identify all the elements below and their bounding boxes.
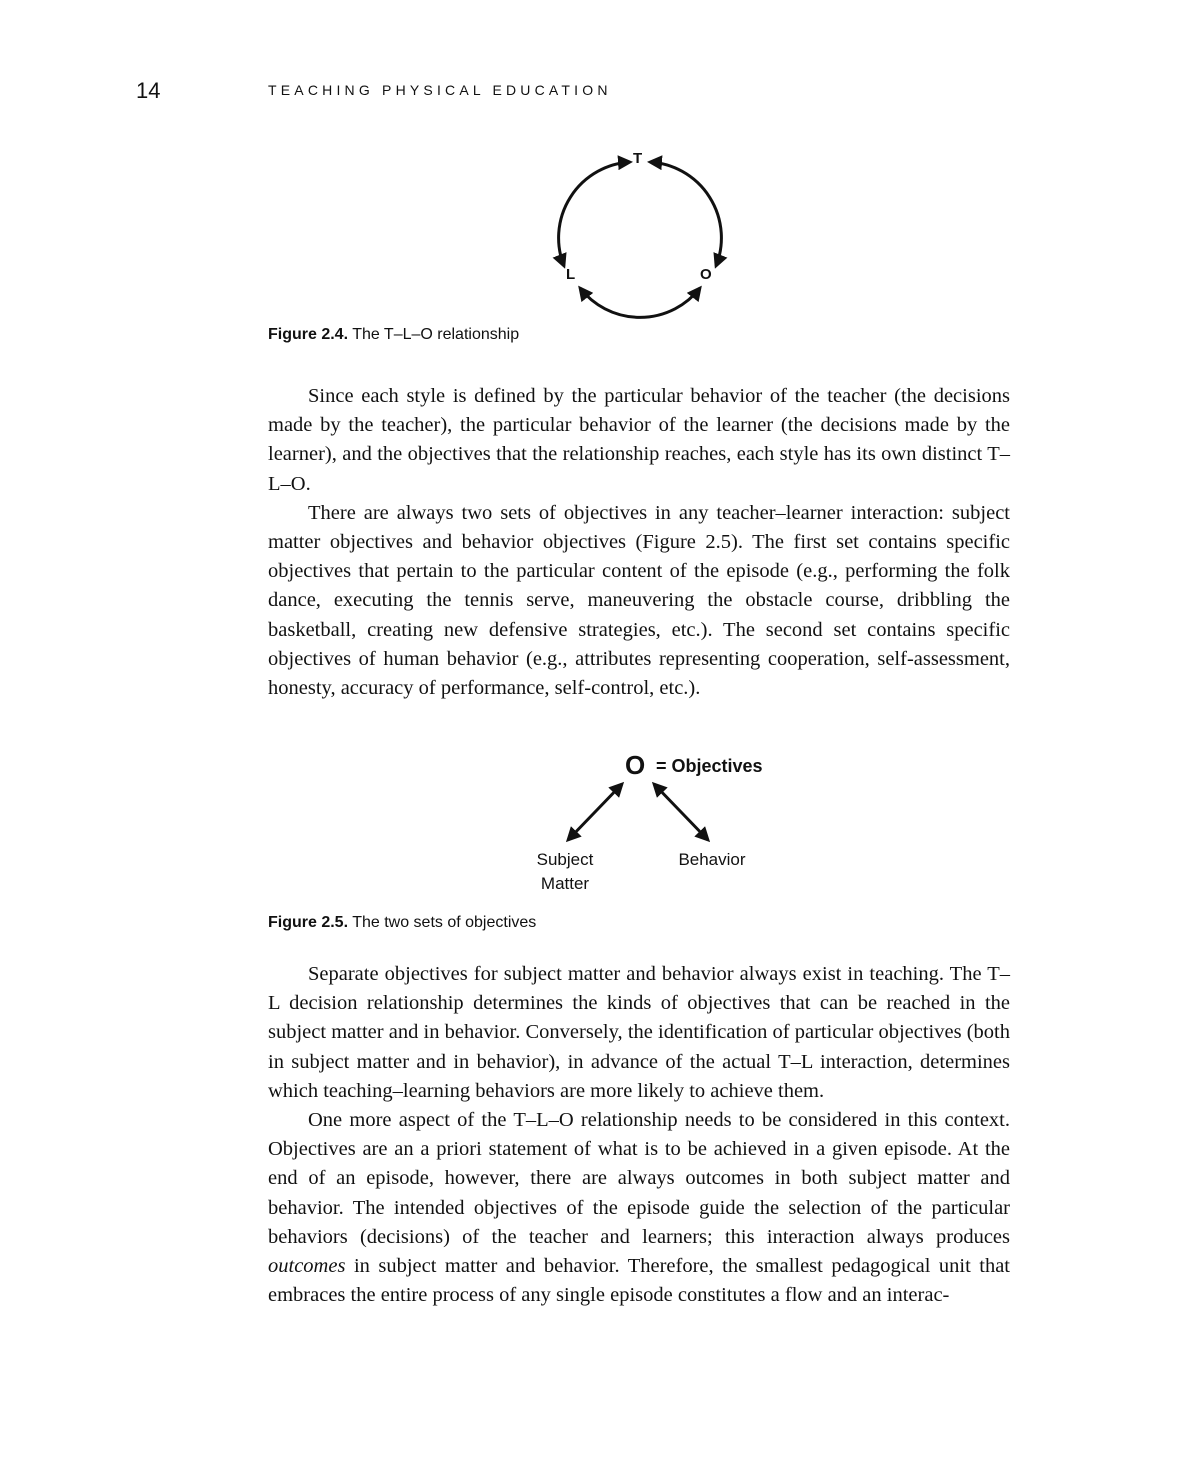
label-subject-matter bbox=[520, 848, 610, 896]
node-t: T bbox=[633, 150, 643, 167]
figure-objectives-diagram bbox=[520, 748, 800, 898]
running-head: TEACHING PHYSICAL EDUCATION bbox=[268, 82, 612, 98]
label-subject-matter-line2: Matter bbox=[540, 874, 590, 893]
label-subject-matter-line1: Subject bbox=[536, 850, 594, 869]
paragraph bbox=[268, 1106, 1010, 1310]
paragraph-text: in subject matter and behavior. Therefore, the smallest pedagogical unit that embraces the entire process of any single episode constitutes a flow and an interac- bbox=[268, 1255, 1011, 1307]
objectives-o-letter: O bbox=[625, 750, 646, 780]
arc-t-l bbox=[559, 162, 630, 266]
arc-t-o bbox=[650, 162, 721, 266]
figure-2-5-caption bbox=[268, 914, 536, 932]
paragraph: Since each style is defined by the particular behavior of the teacher (the decisions made by the teacher), the particular behavior of the learner (the decisions made by the learner), and the objectives that the relationship reaches, each style has its own distinct T–L–O. bbox=[268, 385, 1010, 495]
label-behavior: Behavior bbox=[678, 850, 746, 869]
paragraph-text: One more aspect of the T–L–O relationship needs to be considered in this context. Objectives are an a priori statement of what is to be achieved in a given episode. At the end of an episode, however, there are always outcomes in both subject matter and behavior. The intended objectives of the episode guide the selection of the particular behaviors (decisions) of the teacher and learners; this interaction always produces bbox=[268, 1109, 1010, 1248]
figure-2-4-caption-label: Figure 2.4. bbox=[268, 326, 349, 343]
emphasis-outcomes: outcomes bbox=[268, 1255, 346, 1278]
figure-2-5-caption-label: Figure 2.5. bbox=[268, 914, 349, 931]
arc-l-o bbox=[580, 288, 700, 317]
arrow-behavior bbox=[654, 784, 708, 840]
arrow-subject-matter bbox=[568, 784, 622, 840]
figure-2-4-caption-text: The T–L–O relationship bbox=[352, 326, 520, 343]
body-text-2 bbox=[268, 960, 1010, 1310]
figure-2-5-caption-text: The two sets of objectives bbox=[352, 914, 537, 931]
paragraph: Separate objectives for subject matter and behavior always exist in teaching. The T–L decision relationship determines the kinds of objectives that can be reached in the subject matter and in behavior. Conversely, the identification of particular objectives (both in subject matter and in behavior), in advance of the actual T–L interaction, determines which teaching–learning behaviors are more likely to achieve them. bbox=[268, 963, 1010, 1102]
node-l: L bbox=[566, 266, 576, 283]
body-text-1 bbox=[268, 382, 1010, 703]
paragraph: There are always two sets of objectives in any teacher–learner interaction: subject matter objectives and behavior objectives (Figure 2.5). The first set contains specific objectives that pertain to the particular content of the episode (e.g., performing the folk dance, executing the tennis serve, maneuvering the obstacle course, dribbling the basketball, creating new defensive strategies, etc.). The second set contains specific objectives of human behavior (e.g., attributes representing cooperation, self-assessment, honesty, accuracy of performance, self-control, etc.). bbox=[268, 501, 1010, 700]
objectives-equals-label: = Objectives bbox=[656, 756, 763, 776]
figure-tlo-diagram bbox=[548, 148, 732, 328]
figure-2-4-caption bbox=[268, 326, 519, 344]
tlo-cycle-arrows bbox=[548, 148, 732, 328]
node-o: O bbox=[700, 266, 712, 283]
page-number: 14 bbox=[136, 78, 161, 103]
